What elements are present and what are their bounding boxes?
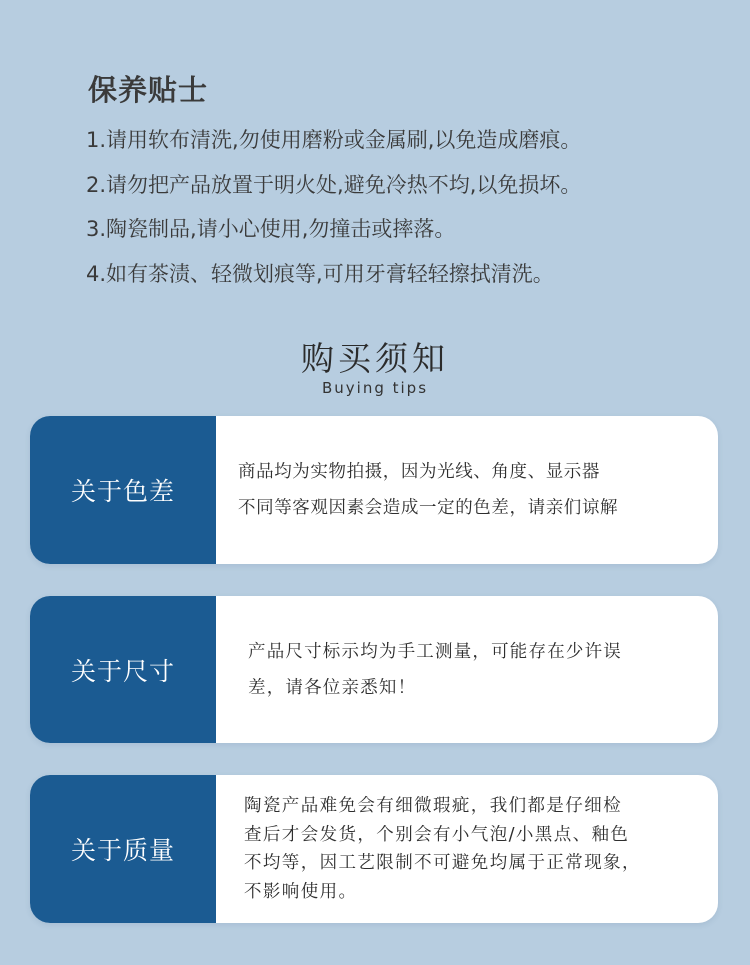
size-card <box>30 596 718 743</box>
color-difference-line-1: 商品均为实物拍摄，因为光线、角度、显示器 <box>238 462 600 482</box>
care-tip-1: 1.请用软布清洗,勿使用磨粉或金属刷,以免造成磨痕。 <box>86 128 582 152</box>
color-difference-label: 关于色差 <box>30 416 216 564</box>
care-tip-3: 3.陶瓷制品,请小心使用,勿撞击或摔落。 <box>86 217 456 241</box>
care-tips-title: 保养贴士 <box>88 73 209 107</box>
care-tip-2: 2.请勿把产品放置于明火处,避免冷热不均,以免损坏。 <box>86 172 582 197</box>
quality-line-1: 陶瓷产品难免会有细微瑕疵，我们都是仔细检 <box>244 796 622 816</box>
size-line-1: 产品尺寸标示均为手工测量，可能存在少许误 <box>248 641 622 662</box>
color-difference-card <box>30 416 718 564</box>
size-text <box>216 596 718 743</box>
quality-text <box>216 775 718 923</box>
care-tips-list <box>86 118 581 296</box>
quality-line-3: 不均等，因工艺限制不可避免均属于正常现象， <box>244 853 641 873</box>
quality-line-4: 不影响使用。 <box>244 881 358 902</box>
quality-label: 关于质量 <box>30 775 216 923</box>
size-label: 关于尺寸 <box>30 596 216 743</box>
buying-tips-title: 购买须知 <box>301 339 449 378</box>
quality-line-2: 查后才会发货，个别会有小气泡/小黑点、釉色 <box>244 824 630 845</box>
color-difference-text <box>216 416 718 564</box>
care-tip-4: 4.如有茶渍、轻微划痕等,可用牙膏轻轻擦拭清洗。 <box>86 261 554 286</box>
quality-card <box>30 775 718 923</box>
buying-tips-subtitle: Buying tips <box>321 379 429 397</box>
size-line-2: 差，请各位亲悉知！ <box>248 677 417 698</box>
color-difference-line-2: 不同等客观因素会造成一定的色差，请亲们谅解 <box>238 498 619 518</box>
